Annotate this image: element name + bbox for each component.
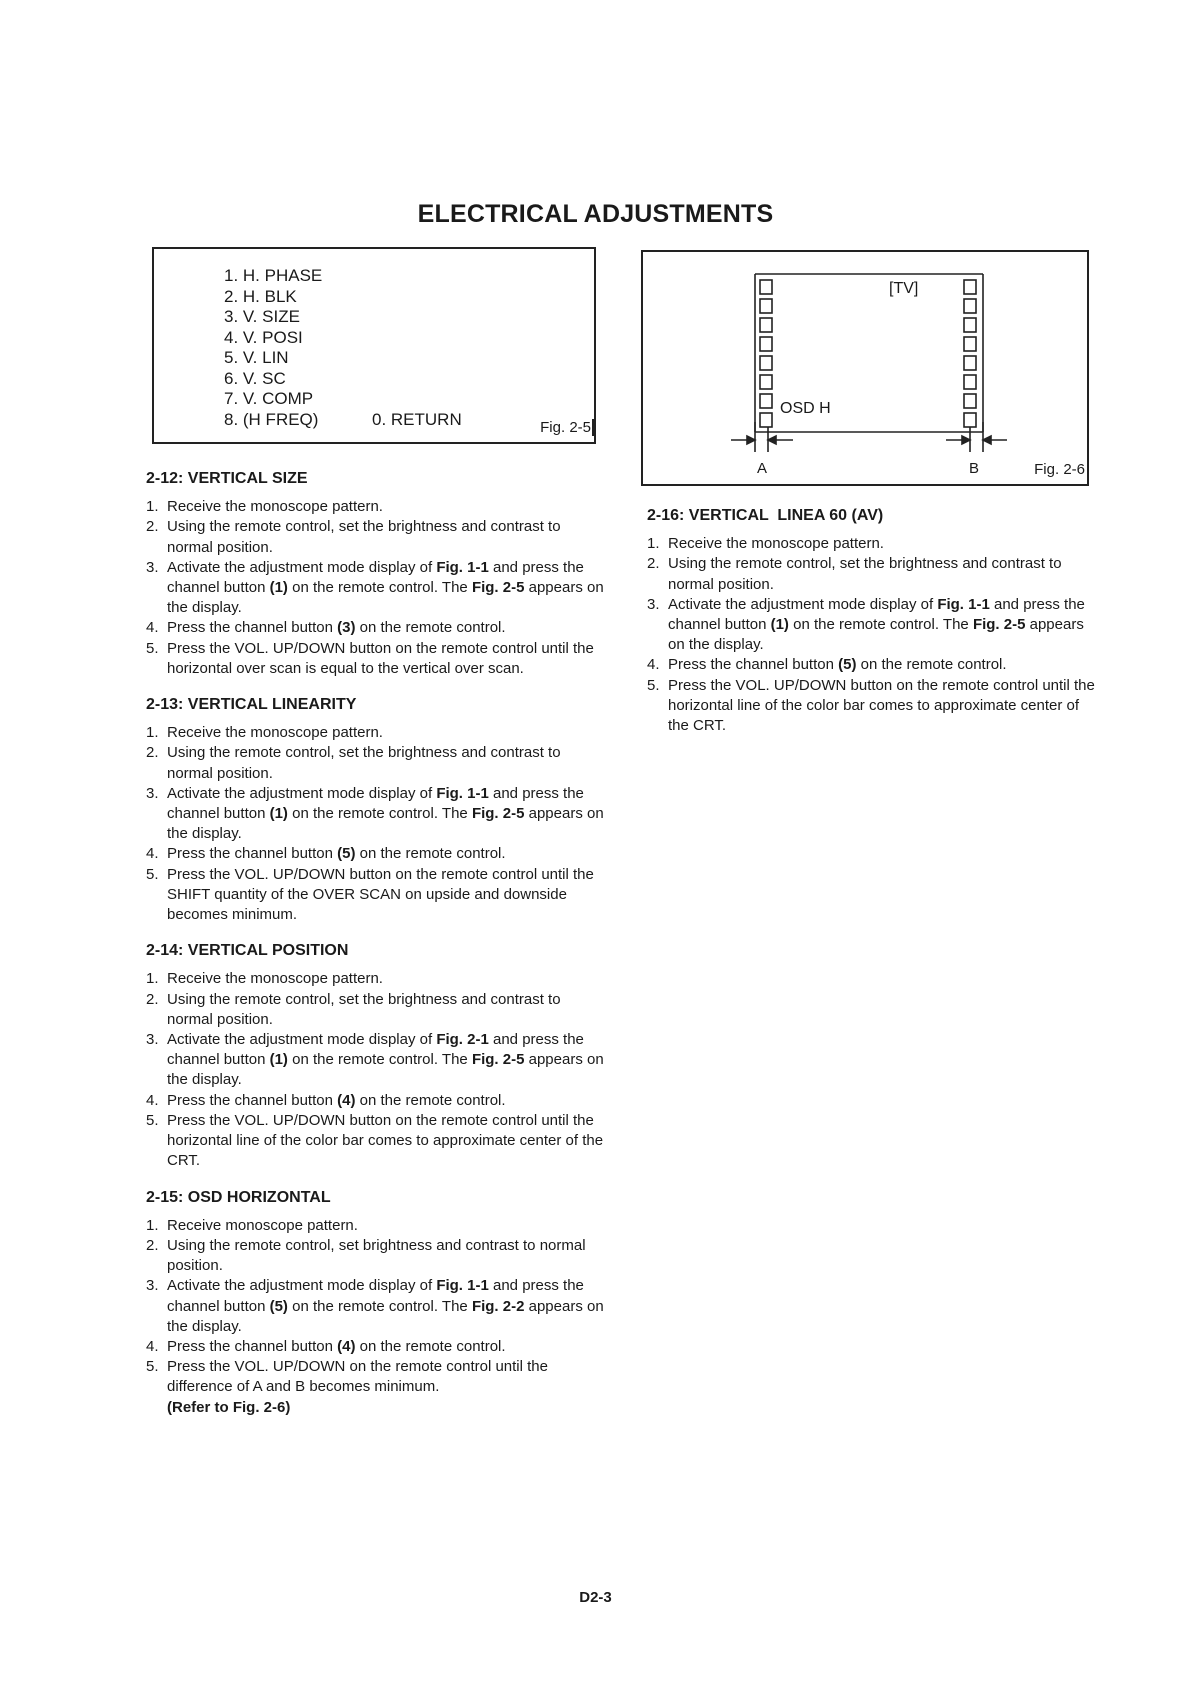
section-2-14	[146, 941, 606, 1171]
list-item: 1. Receive monoscope pattern.	[146, 1216, 358, 1234]
section-2-16	[647, 506, 1097, 736]
step-list	[146, 497, 606, 679]
arrow-b-left-head	[962, 436, 970, 444]
list-item: 2. Using the remote control, set the brightness and contrast to normal position.	[146, 990, 561, 1028]
tv-label: [TV]	[889, 280, 919, 297]
menu-item-h-phase: 1. H. PHASE	[224, 266, 323, 285]
osd-h-label: OSD H	[780, 400, 831, 417]
arrow-a-left-head	[747, 436, 755, 444]
step-list	[146, 723, 606, 925]
menu-item-h-freq: 8. (H FREQ)	[224, 409, 319, 429]
list-item: 5. Press the VOL. UP/DOWN on the remote control until the difference of A and B becomes minimum. (Refer to Fig. 2-6)	[146, 1358, 548, 1416]
menu-item-v-size: 3. V. SIZE	[224, 307, 300, 326]
osd-cell	[964, 337, 976, 351]
page-number: D2-3	[579, 1589, 612, 1606]
right-column	[647, 506, 1097, 752]
section-2-15	[146, 1188, 606, 1418]
list-item: 3. Activate the adjustment mode display of Fig. 1-1 and press the channel button (1) on the remote control. The Fig. 2-5 appears on the display.	[647, 595, 1085, 654]
list-item: 2. Using the remote control, set the brightness and contrast to normal position.	[647, 555, 1062, 593]
a-label: A	[757, 460, 768, 477]
list-item: 4. Press the channel button (4) on the remote control.	[146, 1337, 506, 1355]
list-item: 4. Press the channel button (4) on the remote control.	[146, 1091, 506, 1109]
list-item: 5. Press the VOL. UP/DOWN button on the remote control until the SHIFT quantity of the OVER SCAN on upside and downside becomes minimum.	[146, 865, 594, 924]
list-item: 3. Activate the adjustment mode display of Fig. 1-1 and press the channel button (1) on the remote control. The Fig. 2-5 appears on the display.	[146, 784, 604, 843]
osd-cell	[964, 318, 976, 332]
step-list	[647, 534, 1097, 736]
adjustment-menu	[224, 266, 322, 430]
section-heading: 2-15: OSD HORIZONTAL	[146, 1188, 331, 1206]
figure-2-5-menu	[152, 247, 596, 444]
section-heading: 2-12: VERTICAL SIZE	[146, 470, 308, 487]
menu-item-v-sc: 6. V. SC	[224, 368, 286, 388]
figure-label: Fig. 2-6	[1034, 461, 1085, 478]
section-heading: 2-13: VERTICAL LINEARITY	[146, 696, 357, 714]
osd-cell	[760, 356, 772, 370]
step-list	[146, 969, 606, 1171]
list-item: 3. Activate the adjustment mode display of Fig. 2-1 and press the channel button (1) on the remote control. The Fig. 2-5 appears on the display.	[146, 1031, 604, 1089]
list-item: 4. Press the channel button (3) on the remote control.	[146, 619, 506, 637]
osd-cell	[760, 413, 772, 427]
list-item: 1. Receive the monoscope pattern.	[146, 724, 383, 742]
section-heading: 2-16: VERTICAL LINEA 60 (AV)	[647, 507, 884, 524]
list-item: 3. Activate the adjustment mode display of Fig. 1-1 and press the channel button (5) on the remote control. The Fig. 2-2 appears on the display.	[146, 1277, 604, 1335]
list-item: 1. Receive the monoscope pattern.	[647, 535, 884, 553]
arrow-a-right-head	[768, 436, 776, 444]
osd-cell	[760, 394, 772, 408]
list-item: 5. Press the VOL. UP/DOWN button on the remote control until the horizontal line of the color bar comes to approximate center of the CRT.	[146, 1111, 604, 1170]
osd-cell	[964, 280, 976, 294]
list-item: 3. Activate the adjustment mode display of Fig. 1-1 and press the channel button (1) on the remote control. The Fig. 2-5 appears on the display.	[146, 558, 604, 617]
list-item: 5. Press the VOL. UP/DOWN button on the remote control until the horizontal line of the color bar comes to approximate center of the CRT.	[647, 676, 1095, 735]
figure-label: Fig. 2-5	[540, 419, 594, 436]
menu-item-v-comp: 7. V. COMP	[224, 389, 314, 408]
arrow-b-right-head	[983, 436, 991, 444]
section-heading: 2-14: VERTICAL POSITION	[146, 942, 349, 960]
menu-item-return: 0. RETURN	[372, 410, 462, 429]
osd-diagram-drawing	[643, 252, 1087, 484]
list-item: 5. Press the VOL. UP/DOWN button on the remote control until the horizontal over scan is equal to the vertical over scan.	[146, 639, 594, 677]
list-item: 4. Press the channel button (5) on the remote control.	[146, 845, 506, 863]
list-item: 4. Press the channel button (5) on the remote control.	[647, 656, 1007, 674]
b-label: B	[969, 460, 980, 477]
section-2-13	[146, 695, 606, 925]
osd-cell	[964, 356, 976, 370]
list-item: 1. Receive the monoscope pattern.	[146, 970, 383, 988]
osd-cell	[964, 375, 976, 389]
osd-cell	[760, 280, 772, 294]
osd-cell	[964, 299, 976, 313]
list-item: 2. Using the remote control, set brightness and contrast to normal position.	[146, 1236, 586, 1275]
menu-item-v-posi: 4. V. POSI	[224, 327, 303, 347]
menu-item-h-blk: 2. H. BLK	[224, 286, 297, 306]
page-title: ELECTRICAL ADJUSTMENTS	[417, 200, 774, 228]
osd-cell	[964, 413, 976, 427]
osd-cell	[760, 375, 772, 389]
reference-note: (Refer to Fig. 2-6)	[167, 1398, 291, 1416]
list-item: 1. Receive the monoscope pattern.	[146, 498, 383, 516]
menu-item-v-lin: 5. V. LIN	[224, 348, 289, 367]
osd-cell	[760, 299, 772, 313]
list-item: 2. Using the remote control, set the brightness and contrast to normal position.	[146, 518, 561, 556]
osd-cell	[760, 337, 772, 351]
list-item: 2. Using the remote control, set the brightness and contrast to normal position.	[146, 744, 561, 782]
osd-cell	[964, 394, 976, 408]
step-list	[146, 1216, 606, 1418]
figure-2-6-osd-diagram	[641, 250, 1089, 486]
left-column	[146, 469, 606, 1434]
osd-cell	[760, 318, 772, 332]
section-2-12	[146, 469, 606, 679]
